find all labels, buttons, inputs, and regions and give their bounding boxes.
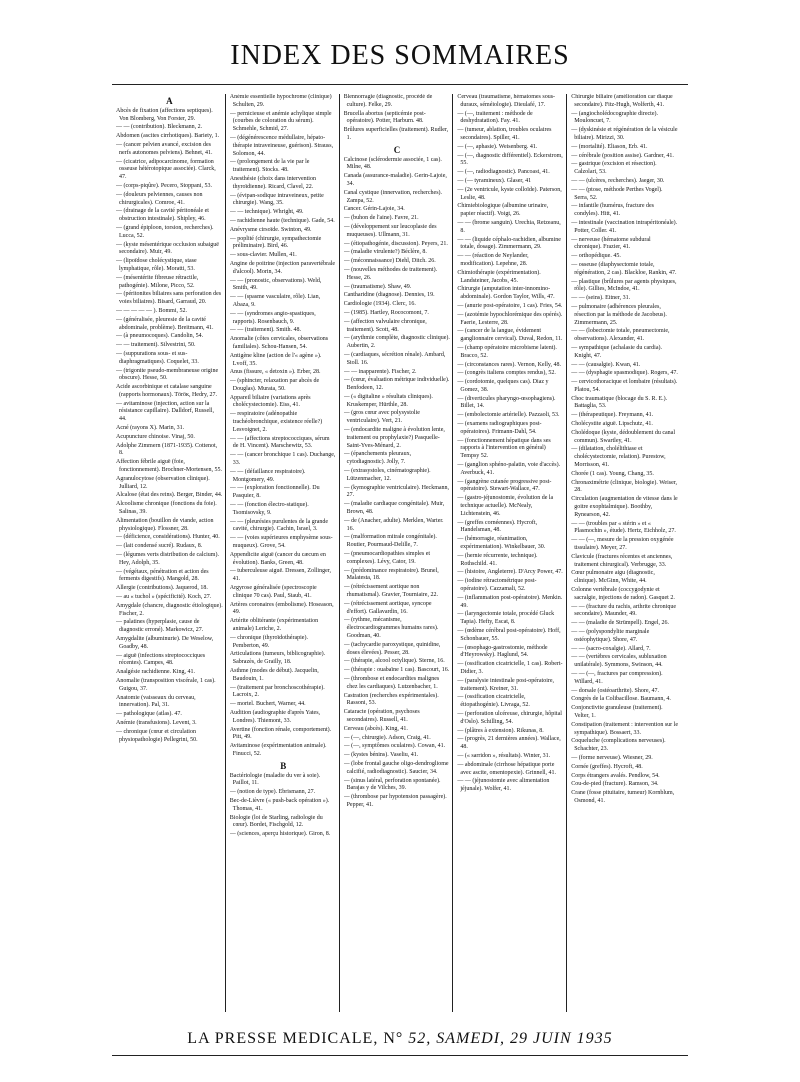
index-entry: — (tachycardie paroxystique, quinidine, doses élevées). Pesser, 28.	[343, 641, 441, 656]
index-entry: — (pneumocardiopathies simples et complexes). Lévy, Cator, 19.	[343, 551, 431, 565]
index-entry: — — (voies supérieures emphysème sous-muqueux). Grove, 54.	[229, 535, 333, 550]
top-rule	[112, 84, 688, 85]
index-entry: Cancer. Gérin-Lajoie, 34.	[343, 206, 405, 213]
index-entry: Audition (audiographie d'après Yates, Londres). Thiemont, 33.	[229, 709, 321, 724]
index-entry: — (malformation mitrale congénitale). Routier, Pourmaud-Delille, 7.	[343, 534, 437, 549]
index-entry: — — (traitement). Smith. 48.	[229, 327, 301, 334]
index-entry: — (sciences, aperçu historique). Giron, 8.	[229, 831, 331, 838]
index-entry: Anévrysme cirsoïde. Swinton, 49.	[229, 226, 312, 233]
index-entry: Alcoolisme chronique (fonctions du foie). Salinas, 39.	[116, 501, 217, 516]
index-entry: — — (affections streptococciques, sérum de H. Vincent). Marschewitz, 53.	[229, 435, 330, 450]
index-entry: — (cancer de la langue, évidement ganglionnaire cervical). Duval, Redon, 11.	[457, 328, 563, 343]
index-entry: — (sphincter, relaxation par abcès de Douglas). Murata, 50.	[229, 378, 320, 392]
index-entry: — — (polyspondylite marginale ostéophytique). Shore, 47.	[571, 629, 650, 643]
index-entry: — (développement sur leucoplasie des muqueuses). Ullmann, 31.	[343, 223, 437, 238]
index-entry: — (lipoïdose cholécystique, stase lymphatique, rôle). Moratti, 53.	[116, 258, 197, 272]
index-entry: Agranulocytose (observation clinique). Julliard, 12.	[116, 475, 210, 490]
index-entry: — gastrique (excision et résection). Calzolari, 53.	[571, 161, 657, 176]
index-entry: — (dégénérescence médullaire, hépato-thérapie intraveineuse, guérison). Strauss, Solomon, 44.	[229, 134, 334, 157]
section-letter: B	[280, 760, 287, 771]
index-entry: — (traitement par bronchoscothérapie). Lacroix, 2.	[229, 684, 325, 699]
index-entry: — (grand épiploon, torsion, recherches). Lucca, 52.	[116, 224, 214, 239]
index-entry: Congrès de la Colibacillose. Baumann, 4.	[571, 696, 671, 703]
index-entry: — (ossification cicatricielle, 1 cas). Robert-Didier, 3.	[457, 661, 563, 675]
index-column-1	[116, 94, 226, 1012]
index-entry: Argyrose généralisée (spectroscopie clinique 70 cas). Paul, Staub, 41.	[229, 585, 317, 599]
index-entry: — (œdème cérébral post-opératoire). Hoff, Schonbauer, 55.	[457, 628, 561, 642]
index-entry: Cornée (greffes). Hycroft, 48.	[571, 763, 643, 770]
index-entry: Anus (fissure, « detoxin »). Erber, 28.	[229, 369, 321, 376]
index-entry: Castration (recherches expérimentales). Rassoni, 53.	[343, 692, 439, 707]
index-entry: — (méconnaissance) Diehl, Ditch. 26.	[343, 258, 436, 265]
index-entry: — (gastro-jéjunostomie, évolution de la technique actuelle). McNealy, Lichtenstein, 46.	[457, 495, 554, 517]
index-entry: — — (spasme vasculaire, rôle). Lian, Abaza, 9.	[229, 294, 321, 308]
index-entry: — pulmonaire (adhérences pleurales, résection par la méthode de Jacobeus). Zimmermann, 25.	[571, 303, 667, 326]
index-entry: — (déficience, considérations). Hunter, 40.	[116, 534, 220, 541]
section-letter: A	[166, 96, 173, 106]
index-entry: — (champ opératoire microbisme latent). Bracco, 52.	[457, 344, 557, 359]
index-entry: — (thrombose par hypotension passagère). Pepper, 41.	[343, 794, 447, 808]
index-entry: — — (dysphagie spasmodique). Rogers, 47.	[571, 370, 678, 377]
index-column-3	[344, 94, 454, 1012]
index-entry: — — (contribution). Bleckmann, 2.	[116, 124, 203, 131]
index-entry: — (kystes bénins). Vaseliu, 41.	[343, 752, 419, 759]
index-entry: Allergie (contributions). Jaquerod, 18.	[116, 585, 208, 592]
index-entry: — (1985). Hartley, Rococomont, 7.	[343, 309, 429, 316]
index-entry: Alcalose (état des reins). Berger, Binder, 44.	[116, 492, 223, 499]
index-column-2	[230, 94, 340, 1012]
index-entry: — (dyskinésie et régénération de la vésicule biliaire). Mirizzi, 30.	[571, 127, 678, 141]
index-entry: — (endocardite maligne à évolution lente, traitement ou prophylaxie?) Pasquelle-Saint-Yves-Ménard, 2.	[343, 427, 445, 449]
index-entry: — (végétaux, pénétration et action des ferments digestifs). Mangold, 28.	[116, 568, 209, 583]
index-entry: — abdominale (cirrhose hépatique porte avec ascite, omentopexie). Grinnell, 41.	[457, 761, 557, 776]
index-entry: — — (—, mesure de la pression oxygénée tissulaire). Meyer, 27.	[571, 537, 674, 552]
index-entry: — (thrombose et endocardites malignes chez les cardiaques). Lutzenbacher, 1.	[343, 675, 440, 690]
footer-journal: LA PRESSE MEDICALE, N°	[187, 1030, 404, 1047]
index-entry: Adolphe Zimmern (1871-1935). Cottenot, 8.	[116, 442, 218, 457]
index-entry: — (—, symptômes oculaires). Cowan, 41.	[343, 743, 446, 750]
index-entry: — (notion de type). Ebrismann, 27.	[229, 789, 316, 796]
index-entry: — de (Anacher, adulte). Merklen, Warter. 16.	[343, 517, 444, 532]
index-entry: Artères coronaires (embolisme). Hoseason, 49.	[229, 601, 334, 616]
index-entry: — aiguë (infections streptococciques récentes). Campes, 48.	[116, 652, 206, 667]
index-entry: — — — — — ). Bommi, 52.	[116, 307, 188, 314]
index-entry: — — technique). Whright, 49.	[229, 209, 304, 216]
index-entry: — (—, diagnostic différentiel). Eckerstrom, 55.	[457, 152, 563, 167]
index-entry: Anomalie (transposition viscérale, 1 cas). Guigou, 37.	[116, 677, 216, 692]
index-entry: — (corps-piqûre). Pecero, Stoppani, 53.	[116, 182, 212, 189]
index-entry: — (extrasystoles, cinématographie). Lützenmacher, 12.	[343, 468, 431, 482]
index-entry: — plastique (brûlures par agents physiques, rôle). Gillies, McIndoe, 41.	[571, 278, 677, 293]
index-entry: — (— tyramineux). Glaser, 41	[457, 177, 532, 184]
index-entry: — (thérapeutique). Freymann, 41.	[571, 412, 654, 419]
index-entry: — (« sarridon », résultats). Winter, 31.	[457, 752, 551, 759]
index-entry: — (—, aphasie). Weisenberg. 41.	[457, 143, 538, 150]
index-entry: — chronique (cœur et circulation physiopathologie) Pellegrini, 50.	[116, 728, 198, 743]
index-entry: — (prolongement de la vie par le traitement). Stocks. 48.	[229, 159, 310, 174]
index-column-4	[457, 94, 567, 1012]
index-entry: — (cardiaques, sécrétion rénale). Ambard, Stoll. 16.	[343, 351, 446, 366]
index-entry: Amygdalite (albuminurie). De Weselow, Goadby, 48.	[116, 636, 214, 650]
index-entry: — — (vertèbres cervicales, subluxation unilatérale). Symmons, Swinson, 44.	[571, 654, 667, 669]
index-entry: — (kyste mésentérique occlusion subaiguë secondaire). Muir, 49.	[116, 241, 219, 256]
index-entry: — (épanchements pleuraux, cytodiagnostic). Jolly, 7.	[343, 451, 412, 466]
index-entry: Clavicule (fractures récentes et anciennes, traitement chirurgical). Verbrugge, 33.	[571, 553, 673, 568]
index-entry: — — (liquide céphalo-rachidien, albumine totale, dosage). Zimmermann, 29.	[457, 236, 561, 251]
index-entry: Colonne vertébrale (coccygodynie et sacralgie, injections de radon). Gasquet 2.	[571, 587, 675, 601]
index-entry: — (rétrécissement aortique non rhumatismal). Gravier, Tourniaire, 22.	[343, 584, 438, 599]
index-entry: — (diverticules pharyngo-œsophagiens). Billet, 14.	[457, 395, 556, 410]
index-entry: — (mésentérite fibreuse rétractile, pathogénie). Milone, Picco, 52.	[116, 274, 199, 289]
index-entry: — (trigonite pseudo-membraneuse origine obscure). Hesse, 50.	[116, 367, 219, 382]
index-entry: — (cordotomie, quelques cas). Diaz y Gomez, 38.	[457, 379, 549, 393]
index-entry: — (rythme, mécanisme, électrocardiogrammes humains rares). Goodman, 40.	[343, 617, 439, 639]
index-entry: Alimentation (bouillon de viande, action physiologique). Flossner, 28.	[116, 517, 214, 532]
index-entry: — (« digitaline » résultats cliniques). Kruskemper, Hürthle, 28.	[343, 393, 433, 408]
index-entry: — (cancer pelvien avancé, excision des nerfs autonomes pelviens). Behnet, 41.	[116, 141, 213, 156]
index-entry: Chirurgie biliaire (amélioration car diaque secondaire). Fitz-Hugh, Wolferth, 41.	[571, 94, 673, 108]
index-entry: — (thérapie, alcool octylique). Sterne, 16.	[343, 658, 445, 665]
index-entry: — tuberculeuse aiguë. Dressen, Zollinger, 41.	[229, 568, 332, 583]
index-entry: — (affection valvulaire chronique, traitement). Scott, 48.	[343, 318, 427, 333]
index-entry: Brûlures superficielles (traitement). Rudler, 1.	[343, 127, 449, 141]
index-entry: — (plâtres à extension). Rikunas, 8.	[457, 727, 544, 734]
index-entry: — — (sacro-coxalgie). Allard, 7.	[571, 645, 651, 652]
index-entry: — (ossification cicatricielle, étiopathogénie). Livraga, 52.	[457, 694, 530, 709]
index-entry: — (œsophago-gastrostomie, méthode d'Heyrowsky). Haglund, 54.	[457, 644, 548, 659]
index-entry: — (anurie post-opératoire, 1 cas). Fries, 54.	[457, 302, 563, 309]
footer-issue: 52,	[408, 1030, 432, 1047]
index-entry: Appareil biliaire (variations après cholécystectomie). Eiss, 41.	[229, 394, 311, 409]
index-entry: — (péritonites biliaires sans perforation des voies biliaires). Bisard, Garraud, 20.	[116, 291, 222, 306]
index-entry: Anesthésie (choix dans intervention thyroïdienne). Ricard, Clavel, 22.	[229, 175, 316, 190]
index-entry: Corps étrangers avalés. Pendlow, 54.	[571, 772, 660, 779]
index-entry: — — (troubles par « stérin » et « Plasmochin », étude). Hertz, Eichholz, 27.	[571, 520, 676, 535]
index-entry: Artérite oblitérante (expérimentation animale) Leriche, 2.	[229, 618, 319, 632]
index-entry: Angine de poitrine (injection paravertébrale d'alcool). Morin, 34.	[229, 260, 336, 275]
index-entry: Cataracte (opération, psychoses secondaires). Russell, 41.	[343, 709, 420, 723]
index-entry: — (—, radiodiagnostic). Pancoast, 41.	[457, 169, 550, 176]
index-entry: — (2e ventricule, kyste colloïde). Paterson, Leslie, 48.	[457, 186, 562, 201]
index-entry: — pathologique (atlas). 47.	[116, 711, 182, 718]
index-entry: — infantile (humérus, fracture des condyles). Hitt, 41.	[571, 203, 654, 218]
index-entry: Coqueluche (complications nerveuses). Schachter, 23.	[571, 738, 666, 753]
index-entry: — (gros cœur avec polysystolie ventriculaire). Vert, 21.	[343, 410, 420, 425]
index-entry: Brucella abortus (septicémie post-opératoire). Potter, Harburn. 48.	[343, 110, 426, 125]
index-entry: Canada (assurance-maladie). Gerin-Lajoie, 34.	[343, 173, 447, 187]
index-entry: — — (pronostic, observations). Weld, Smith, 49.	[229, 277, 322, 292]
index-entry: — (histoire, Angleterre). D'Arcy Power, 47.	[457, 569, 563, 576]
bottom-rule	[112, 1055, 688, 1056]
index-entry: — (maladie cardiaque congénitale). Muir, Brown, 48.	[343, 501, 445, 516]
index-entry: — (maladie virulente?) Béclère, 8.	[343, 249, 427, 256]
index-entry: — — (fonction électro-statique). Tsomisovsky, 9.	[229, 502, 309, 516]
index-entry: — cérébrale (position assise). Gardner, 41.	[571, 152, 674, 159]
index-entry: Abdomen (ascites cirrhotiques). Bariety, 1.	[116, 133, 220, 140]
index-entry: Anémie essentielle hypochrome (clinique) Schulten, 29.	[229, 94, 332, 108]
index-entry: — — (ulcères, recherches). Jaeger, 30.	[571, 177, 665, 184]
index-entry: Chimiothérapie (expérimentation). Landsteiner, Jacobs, 45.	[457, 269, 541, 284]
index-entry: Conjonctivite granuleuse (traitement). Velter, 1.	[571, 705, 663, 719]
index-entry: — (kymographie ventriculaire). Heckmann, 27.	[343, 484, 450, 499]
index-entry: — — (défaillance respiratoire). Montgomery, 49.	[229, 468, 306, 483]
index-entry: — — (causalgie). Kwan, 41.	[571, 361, 641, 368]
index-entry: — (cœur, évaluation métrique individuelle). Benfodeen, 12.	[343, 377, 450, 392]
index-entry: Anatomie (vaisseaux du cerveau, innervation). Pal, 31.	[116, 694, 196, 709]
index-entry: — (légumes verts distribution de calcium). Hey, Adolph, 35.	[116, 552, 219, 566]
index-entry: — (drainage de la cavité péritonéale et obstruction intestinale). Shipley, 46.	[116, 208, 209, 223]
index-entry: Constipation (traitement : intervention sur le sympathique). Bossaert, 33.	[571, 721, 678, 736]
page-footer	[0, 1030, 800, 1048]
index-entry: — dorsale (ostéoarthrite). Shore, 47.	[571, 687, 659, 694]
index-entry: — (examens radiographiques post-opératoires). Frimann-Dahl, 54.	[457, 421, 542, 435]
index-entry: — (gangrène cutanée progressive post-opératoire). Stewart-Wallace, 47.	[457, 478, 552, 493]
index-entry: — (progrès, 21 dernières années). Wallace, 48.	[457, 736, 561, 751]
index-entry: Canal cystique (innervation, recherches). Zampa, 52.	[343, 189, 443, 204]
index-entry: Amygdale (chancre, diagnostic étiologique). Fischer, 2.	[116, 602, 223, 617]
index-entry: — (prédominance respiratoire). Brunel, Malatesta, 18.	[343, 567, 439, 582]
index-entry: — (rétrécissement aortique, syncope d'effort). Gallavardin, 16.	[343, 600, 432, 615]
index-entry: — (nouvelles méthodes de traitement). Hesse, 26.	[343, 266, 438, 281]
index-entry: — (traumatisme). Shaw, 49.	[343, 283, 412, 290]
index-entry: Analgésie rachidienne. King, 41.	[116, 669, 195, 676]
index-entry: — (congrès italiens comptes rendus), 52.	[457, 370, 556, 377]
index-entry: — rachidienne haute (technique). Gade, 54.	[229, 217, 335, 224]
page-title: INDEX DES SOMMAIRES	[230, 40, 570, 71]
index-entry: — — (ptose, méthode Perthes Vogel). Serra, 52.	[571, 186, 663, 201]
index-entry: Avitaminose (expérimentation animale). Finucci, 52.	[229, 743, 327, 757]
index-column-5	[571, 94, 680, 1012]
index-entry: — — (jéjunostomie avec alimentation jéjunale). Wolfer, 41.	[457, 778, 550, 793]
section-letter: C	[393, 144, 401, 155]
index-entry: Calcinose (sclérodermie associée, 1 cas). Milne, 48.	[343, 156, 442, 171]
index-entry: — (forme nerveuse). Wiesner, 29.	[571, 754, 653, 761]
index-entry: — sympathique (achalasie du cardia). Knight, 47.	[571, 344, 662, 359]
index-entry: — (mortalité). Eliason, Erb. 41.	[571, 143, 648, 150]
index-entry: Cerveau (abcès). King, 41.	[343, 725, 408, 732]
index-entry: Acide ascorbinique et catalase sanguine (rapports hormonaux). Töröк, Hedry, 27.	[116, 384, 218, 398]
index-entry: Acné (rayons X). Marin, 31.	[116, 425, 185, 432]
index-entry: Appendicite aiguë (cancer du cæcum en évolution). Banks, Green, 48.	[229, 551, 326, 566]
index-entry: Circulation (augmentation de vitesse dans le goitre exophtalmique). Boothby, Rynearson, 42.	[571, 496, 678, 518]
index-entry: — nerveuse (hématome subdural chronique). Frazier, 41.	[571, 236, 651, 251]
index-entry: — palatines (hyperplasie, cause de diagnostic erroné). Markowicz, 27.	[116, 619, 204, 634]
index-entry: — — (—, fractures par compression). Willard, 41.	[571, 670, 663, 685]
index-entry: — (—, traitement : méthode de deshydratation). Fay. 41.	[457, 110, 533, 125]
index-entry: — (buhon de l'aine). Favre, 21.	[343, 215, 419, 222]
index-entry: — — traitement). Silvestrini, 50.	[116, 342, 196, 349]
index-entry: — (fonctionnement hépatique dans ses rapports à l'intervention en général) Tempsy 52.	[457, 437, 551, 460]
index-entry: — cervicothoracique et lombaire (résultats). Platou, 54.	[571, 379, 678, 393]
index-entry: Chimiebiologique (albumine urinaire, papier réactif). Voigt, 26.	[457, 203, 549, 218]
index-entry: — (tumeur, ablation, troubles oculaires secondaires). Spiller, 41.	[457, 127, 552, 141]
index-entry: — (iodine rétractométrique post-opératoire). Cazzamali, 52.	[457, 578, 537, 593]
index-entry: — (ganglion sphéno-palatin, voie d'accès). Averbuck, 41.	[457, 462, 561, 476]
index-entry: Articulations (tumeurs, biblicographie). Sabrazès, de Grailly, 18.	[229, 651, 326, 666]
index-entry: — (inflammation post-opératoire). Menkin. 49.	[457, 594, 563, 609]
index-entry: — (paralysie intestinale post-opératoire, traitement). Kreiner, 31.	[457, 677, 555, 692]
index-entry: — — (pleurésies purulentes de la grande cavité, chirurgie). Cachin, Israel, 3.	[229, 518, 329, 533]
index-entry: Avertine (fonction rénale, comportement). Pitt, 49.	[229, 726, 332, 741]
index-entry: — (hernie récurrente, technique). Rothschild. 41.	[457, 552, 538, 567]
index-entry: Chronaximétrie (clinique, biologie). Weiser, 28.	[571, 479, 677, 494]
index-entry: — (lobe frontal gauche oligo-dendrogliome calcifié, radiodiagnostic). Saucier, 34.	[343, 760, 449, 775]
index-entry: — — (réaction de Neylander, modification). Lepehne, 28.	[457, 253, 529, 267]
index-entry: — (douleurs pelviennes, causes non chirurgicales). Comroe, 41.	[116, 191, 203, 206]
index-entry: Chirurgie (amputation inter-innomino-abdominale). Gordon Taylor, Wills, 47.	[457, 286, 555, 301]
index-entry: Abcès de fixation (affections septiques). Von Blomberg, Von Forster, 29.	[116, 107, 213, 122]
index-entry: — (hémorragie, réanimation, expérimentation). Winkelbauer, 30.	[457, 536, 546, 551]
index-entry: Choc traumatique (blocage du S. R. E.). Battaglia, 53.	[571, 395, 668, 410]
index-entry: — (sinus latéral, perforation spontanée). Barajas y de Vilches, 39.	[343, 777, 441, 792]
index-entry: Asthme (modes de début). Jacquelin, Baudouin, 1.	[229, 667, 319, 682]
index-entry: Bactériologie (maladie du ver à soie). Paillot, 11.	[229, 772, 321, 787]
index-entry: — (dilatation, cholélithiase et cholécystectomie, relation). Purestow, Morrisson, 41.	[571, 446, 666, 469]
index-entry: — pernicieuse et anémie achylique simple (courbes de coloration du sérum). Schmehle, Schmid, 27.	[229, 110, 332, 133]
index-entry: — mortel. Buchert, Warner, 44.	[229, 701, 306, 708]
index-entry: — (laryngectomie totale, procédé Gluck Tapia). Hefty, Escat, 8.	[457, 611, 555, 626]
index-columns	[116, 94, 680, 1012]
index-entry: — (généralisée, pleuresie de la cavité abdominale, problème). Breitmann, 41.	[116, 316, 214, 331]
index-entry: — (embolectomie artérielle). Pazzaoli, 53.	[457, 412, 560, 419]
index-entry: Cantharidine (diagnose). Dennies, 19.	[343, 292, 435, 299]
index-entry: — — (fracture du rachis, arthrite chronique secondaire). Maunder, 49.	[571, 603, 676, 618]
index-entry: Cœur pulmonaire aigu (diagnostic, clinique). McGinn, White, 44.	[571, 570, 655, 585]
index-entry: — (angiocholédocographie directe). Mouloncuet, 7.	[571, 110, 658, 125]
index-entry: — respiratoire (adénopathie trachéobronchique, existence réelle?) Lesvoignet, 2.	[229, 411, 323, 433]
index-entry: — (azotémie hypochlorémique des opérés). Faerie, Lesterre, 28.	[457, 311, 563, 326]
index-entry: — (à pneumocoques). Candolin, 54.	[116, 333, 204, 340]
index-entry: Chorée (1 cas). Young, Chang, 35.	[571, 470, 654, 477]
index-entry: — — (syndromes angio-spastiques, rapports). Rosenbauch, 9.	[229, 310, 316, 325]
index-entry: — chronique (thyroïdothérapie). Pemberton, 49.	[229, 634, 308, 649]
index-entry: — osseuse (diaphysectomie totale, régénération, 2 cas). Blackloe, Rankin, 47.	[571, 261, 677, 276]
index-entry: — (circonstances rares). Vernon, Kelly, 48.	[457, 361, 562, 368]
index-entry: — — (maladie de Strümpell). Engel, 26.	[571, 620, 669, 627]
index-entry: — (perforation ulcéreuse, chirurgie, hôpital d'Oslo). Schilling, 54.	[457, 710, 562, 725]
index-entry: Anémie (transfusions). Levent, 3.	[116, 719, 197, 726]
index-entry: — sous-clavier. Mullen, 41.	[229, 252, 297, 259]
index-entry: — (étiopathogénie, discussion). Peyers, 21.	[343, 240, 448, 247]
index-entry: Biologie (loi de Starling, radiologie du cœur). Bordet, Fischgold, 12.	[229, 814, 323, 829]
index-entry: Affection fébrile aiguë (foie, fonctionnement). Brochner-Mortensen, 55.	[116, 459, 223, 474]
index-entry: — (suppurations sous- et sus-diaphragmatiques). Coquelet, 33.	[116, 350, 199, 365]
index-entry: — — (seins). Eitner, 31.	[571, 295, 631, 302]
index-entry: — — (cancer bronchique 1 cas). Duchange, 33.	[229, 452, 336, 467]
index-entry: Cou-de-pied (fracture). Ramson, 34.	[571, 781, 659, 788]
index-entry: Crane (fosse pituitaire, tumeur) Kornblum, Osmond, 41.	[571, 790, 675, 804]
index-entry: — — (brome sanguin). Urechia, Retzeanu, 8.	[457, 219, 561, 234]
index-entry: — (thérapie : ouabaïne 1 cas). Bascourt, 16.	[343, 667, 450, 674]
index-entry: Bec-de-Lièvre (« push-back opération »). Thomas, 41.	[229, 797, 330, 812]
index-entry: — avitaminose (injection, action sur la résistance capillaire). Dalldorf, Russell, 44.	[116, 400, 214, 423]
index-entry: Anomalie (côtes cervicales, observations familiales). Schou-Hansen, 54.	[229, 336, 329, 350]
index-entry: Cerveau (traumatisme, hématomes sous-duraux, séméiologie). Dieulafé, 17.	[457, 94, 556, 108]
index-entry: Blennorragie (diagnostic, procédé de culture). Felke, 29.	[343, 94, 433, 108]
index-entry: Cholédoque (kyste, dédoublement du canal commun). Swartley, 41.	[571, 429, 675, 444]
index-entry: — au « tuchol » (spécificité). Koch, 27.	[116, 594, 212, 601]
index-entry: Cardiologie (1934). Clerc, 16.	[343, 301, 416, 308]
index-entry: — intestinale (vaccination intrapéritonéale). Potter, Coller. 41.	[571, 219, 678, 234]
index-entry: — (arythmie complète, diagnostic clinique). Aubertin, 2.	[343, 335, 450, 350]
index-entry: Antigène kline (action de l'« agène »). Lvoff, 35.	[229, 352, 322, 367]
index-entry: — — (exploration fonctionnelle). Du Pasquier, 8.	[229, 485, 320, 500]
index-entry: Cholécystite aiguë. Lipschutz, 41.	[571, 421, 653, 428]
index-entry: — — (lobectomie totale, pneumectomie, observations). Alexander, 41.	[571, 328, 670, 343]
index-entry: — poplité (chirurgie, sympathectomie préliminaire). Bird, 46.	[229, 235, 322, 250]
index-entry: — (cicatrice, adipocarcinome, formation osseuse hétérotopique associée). Clarck, 47.	[116, 158, 216, 181]
index-entry: — orthopédique. 45.	[571, 253, 621, 260]
index-entry: — (évipan-sodique intraveineux, petite chirurgie). Wang, 35.	[229, 192, 324, 207]
index-entry: — (—, chirurgie). Adson, Craig, 41.	[343, 734, 431, 741]
index-entry: Acupuncture chinoise. Vinaj, 50.	[116, 433, 195, 440]
index-entry: — (greffes cornéennes). Hycroft, Handelsman, 48.	[457, 519, 538, 534]
footer-date: SAMEDI, 29 JUIN 1935	[436, 1030, 613, 1047]
index-entry: — (lait condensé sucré). Rudaux, 8.	[116, 543, 203, 550]
index-entry: — — inapparente). Fischer, 2.	[343, 368, 417, 375]
